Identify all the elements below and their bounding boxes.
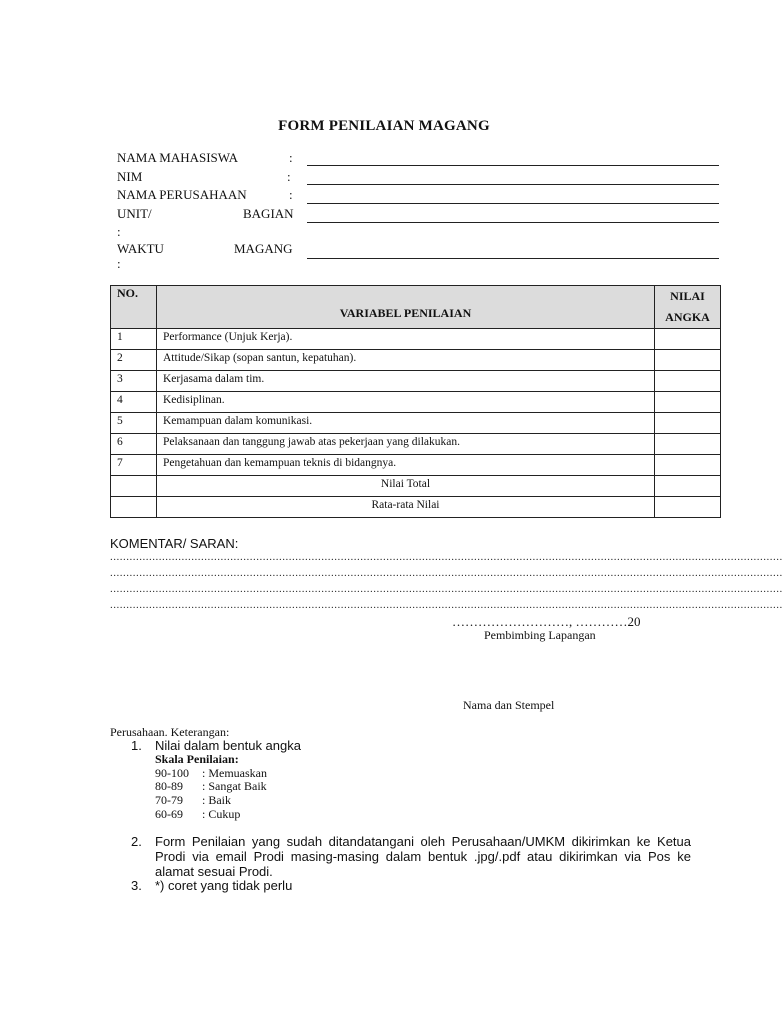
list-number: 2.	[131, 834, 142, 849]
field-colon: :	[289, 150, 293, 165]
table-row	[111, 392, 721, 413]
list-number: 1.	[131, 738, 142, 753]
skala-item: 60-69 : Cukup	[155, 807, 241, 821]
comment-line[interactable]: ...............................................................................................................................................................................................................	[110, 599, 783, 611]
row-variabel: Kerjasama dalam tim.	[157, 371, 655, 392]
row-nilai-cell[interactable]	[655, 371, 721, 392]
field-colon: :	[287, 169, 291, 184]
keterangan-label: Perusahaan. Keterangan:	[110, 725, 230, 739]
field-colon: :	[289, 187, 293, 202]
skala-item: 80-89 : Sangat Baik	[155, 779, 267, 793]
table-row	[111, 455, 721, 476]
field-label: NAMA PERUSAHAAN	[117, 187, 247, 202]
komentar-label: KOMENTAR/ SARAN:	[110, 536, 239, 551]
row-no: 5	[111, 413, 157, 434]
field-colon: :	[117, 224, 121, 239]
skala-item: 70-79 : Baik	[155, 793, 231, 807]
table-row	[111, 413, 721, 434]
field-colon: :	[117, 256, 121, 271]
row-variabel: Pengetahuan dan kemampuan teknis di bidangnya.	[157, 455, 655, 476]
row-no-empty	[111, 476, 157, 497]
fill-line[interactable]	[307, 222, 719, 223]
row-nilai-cell[interactable]	[655, 329, 721, 350]
row-no: 3	[111, 371, 157, 392]
row-variabel: Kedisiplinan.	[157, 392, 655, 413]
comment-line[interactable]: ...............................................................................................................................................................................................................	[110, 583, 783, 595]
fill-line[interactable]	[307, 184, 719, 185]
row-no: 1	[111, 329, 157, 350]
header-variabel: VARIABEL PENILAIAN	[157, 286, 655, 329]
field-label-left: WAKTU	[117, 241, 164, 256]
comment-line[interactable]: ...............................................................................................................................................................................................................	[110, 551, 783, 563]
header-nilai-angka: NILAI ANGKA	[655, 286, 721, 329]
total-label: Nilai Total	[157, 476, 655, 497]
total-value-cell[interactable]	[655, 476, 721, 497]
row-nilai-cell[interactable]	[655, 434, 721, 455]
row-nilai-cell[interactable]	[655, 350, 721, 371]
skala-item: 90-100 : Memuaskan	[155, 766, 267, 780]
row-nilai-cell[interactable]	[655, 413, 721, 434]
signature-date: ………………………, …………20	[452, 614, 641, 629]
row-variabel: Pelaksanaan dan tanggung jawab atas pekerjaan yang dilakukan.	[157, 434, 655, 455]
list-item-text: *) coret yang tidak perlu	[155, 878, 293, 893]
list-item-text: Nilai dalam bentuk angka	[155, 738, 301, 753]
field-label-right: MAGANG	[234, 241, 293, 256]
average-row	[111, 497, 721, 518]
signature-role: Pembimbing Lapangan	[484, 628, 596, 642]
row-variabel: Kemampuan dalam komunikasi.	[157, 413, 655, 434]
row-no-empty	[111, 497, 157, 518]
total-row	[111, 476, 721, 497]
table-row	[111, 371, 721, 392]
field-label-right: BAGIAN	[243, 206, 294, 221]
field-label-left: UNIT/	[117, 206, 152, 221]
field-label: NAMA MAHASISWA	[117, 150, 238, 165]
row-nilai-cell[interactable]	[655, 392, 721, 413]
row-no: 4	[111, 392, 157, 413]
list-item-text: Form Penilaian yang sudah ditandatangani oleh Perusahaan/UMKM dikirimkan ke Ketua Prodi via email Prodi masing-masing dalam bentuk .jpg/.pdf atau dikirimkan via Pos ke alamat sesuai Prodi.	[155, 834, 691, 879]
fill-line[interactable]	[307, 165, 719, 166]
average-value-cell[interactable]	[655, 497, 721, 518]
assessment-table	[110, 285, 721, 518]
table-header-row	[111, 286, 721, 329]
table-row	[111, 434, 721, 455]
row-variabel: Performance (Unjuk Kerja).	[157, 329, 655, 350]
skala-title: Skala Penilaian:	[155, 752, 239, 766]
fill-line[interactable]	[307, 203, 719, 204]
row-no: 6	[111, 434, 157, 455]
average-label: Rata-rata Nilai	[157, 497, 655, 518]
row-no: 7	[111, 455, 157, 476]
fill-line[interactable]	[307, 258, 719, 259]
table-row	[111, 350, 721, 371]
row-nilai-cell[interactable]	[655, 455, 721, 476]
row-variabel: Attitude/Sikap (sopan santun, kepatuhan).	[157, 350, 655, 371]
table-row	[111, 329, 721, 350]
signature-name-stamp: Nama dan Stempel	[463, 698, 555, 712]
header-no: NO.	[111, 286, 157, 329]
list-number: 3.	[131, 878, 142, 893]
field-label: NIM	[117, 169, 143, 184]
row-no: 2	[111, 350, 157, 371]
comment-line[interactable]: ...............................................................................................................................................................................................................	[110, 567, 783, 579]
form-title: FORM PENILAIAN MAGANG	[278, 118, 490, 134]
